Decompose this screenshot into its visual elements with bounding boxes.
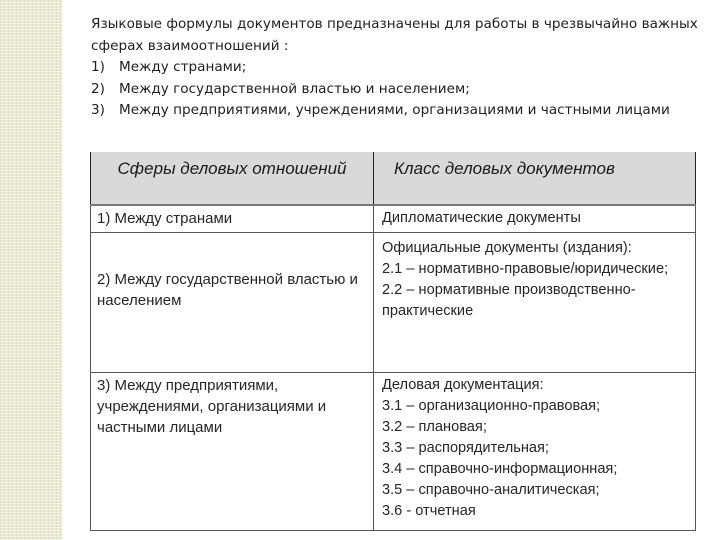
document-line: 3.4 – справочно-информационная; — [382, 461, 618, 477]
intro-list-number: 3) — [91, 102, 105, 118]
header-document-class: Класс деловых документов — [374, 152, 696, 205]
document-line: Дипломатические документы — [382, 210, 581, 226]
intro-list-text: Между государственной властью и населением; — [119, 80, 470, 97]
document-line: Официальные документы (издания): — [382, 240, 632, 256]
intro-list-text: Между странами; — [119, 59, 247, 75]
intro-list-item — [91, 57, 701, 79]
document-line: 2.1 – нормативно-правовые/юридические; — [382, 261, 669, 277]
document-line: 3.5 – справочно-аналитическая; — [382, 482, 600, 498]
documents-cell — [374, 373, 696, 531]
documents-cell — [374, 205, 696, 233]
intro-list-number: 2) — [91, 80, 105, 97]
intro-list-text: Между предприятиями, учреждениями, организациями и частными лицами — [119, 102, 670, 118]
document-line: 3.3 – распорядительная; — [382, 440, 549, 456]
table-header-row — [91, 152, 696, 205]
header-spheres: Сферы деловых отношений — [91, 152, 374, 205]
documents-cell — [374, 233, 696, 373]
documents-table — [90, 152, 696, 531]
intro-heading: Языковые формулы документов предназначены для работы в чрезвычайно важных сферах взаимоотношений : — [91, 16, 698, 54]
document-line: 3.1 – организационно-правовая; — [382, 398, 601, 414]
intro-list-item — [91, 79, 701, 101]
document-line: 3.6 - отчетная — [382, 503, 476, 519]
intro-text — [91, 14, 701, 122]
document-line: 2.2 – нормативные производственно-практические — [382, 282, 636, 319]
table-row — [91, 233, 696, 373]
sphere-cell: 1) Между странами — [91, 205, 374, 233]
document-line: Деловая документация: — [382, 377, 544, 393]
decorative-left-strip — [0, 0, 62, 540]
table-row — [91, 205, 696, 233]
sphere-cell: 2) Между государственной властью и населением — [91, 233, 374, 373]
intro-list-item — [91, 100, 701, 122]
document-line: 3.2 – плановая; — [382, 419, 487, 435]
sphere-cell: 3) Между предприятиями, учреждениями, организациями и частными лицами — [91, 373, 374, 531]
intro-list-number: 1) — [91, 59, 105, 75]
table-row — [91, 373, 696, 531]
intro-list — [91, 57, 701, 122]
